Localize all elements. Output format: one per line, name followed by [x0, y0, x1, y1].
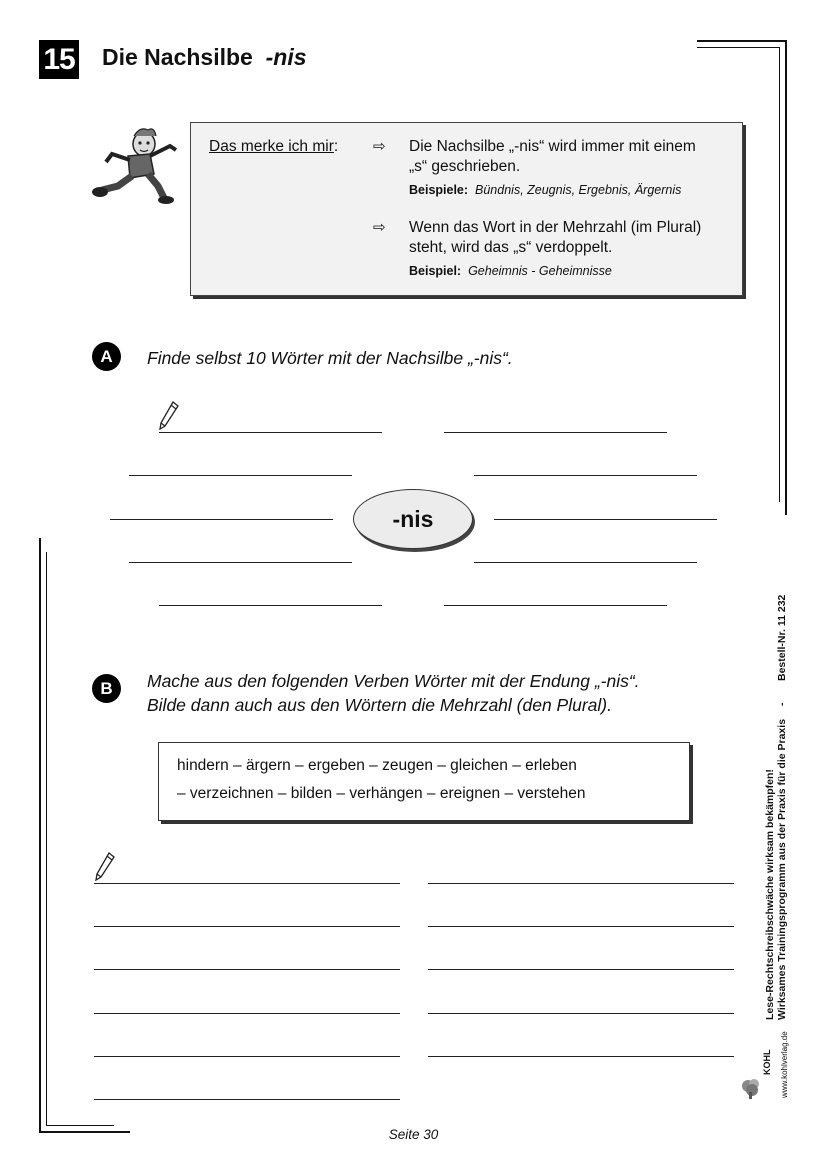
- frame-top-right-v1: [785, 40, 787, 515]
- rule-2-line-2: steht, wird das „s“ verdoppelt.: [409, 239, 613, 256]
- answer-line-b9[interactable]: [94, 1056, 400, 1057]
- answer-line-a7[interactable]: [129, 562, 352, 563]
- verb-list-line-2: – verzeichnen – bilden – verhängen – ereignen – verstehen: [177, 785, 586, 802]
- answer-line-b10[interactable]: [428, 1056, 734, 1057]
- rule-2-example-text: Geheimnis - Geheimnisse: [468, 264, 612, 278]
- frame-bottom-left-h2: [46, 1125, 114, 1126]
- answer-line-a6[interactable]: [494, 519, 717, 520]
- answer-line-a1[interactable]: [159, 432, 382, 433]
- task-a-badge: A: [92, 342, 121, 371]
- answer-line-a10[interactable]: [444, 605, 667, 606]
- rule-box-label: [209, 137, 338, 157]
- pencil-icon: [94, 851, 116, 883]
- frame-top-right-v2: [779, 47, 780, 502]
- answer-line-b2[interactable]: [428, 883, 734, 884]
- publisher-website: www.kohlverlag.de: [780, 1031, 789, 1098]
- answer-line-b11[interactable]: [94, 1099, 400, 1100]
- rule-1-line-1: Die Nachsilbe „-nis“ wird immer mit einem: [409, 138, 696, 155]
- arrow-right-icon: ⇨: [373, 219, 386, 236]
- center-word-oval: -nis: [353, 489, 473, 549]
- answer-line-a4[interactable]: [474, 475, 697, 476]
- side-separator: -: [776, 702, 788, 706]
- side-line-2: Wirksames Trainingsprogramm aus der Praxis für die Praxis: [776, 718, 788, 1020]
- frame-bottom-left-v1: [39, 538, 41, 1133]
- answer-line-b7[interactable]: [94, 1013, 400, 1014]
- task-b-instruction-1: Mache aus den folgenden Verben Wörter mit der Endung „-nis“.: [147, 671, 640, 691]
- lesson-number: 15: [39, 40, 79, 79]
- frame-top-right-h2: [697, 47, 780, 48]
- answer-line-b5[interactable]: [94, 969, 400, 970]
- page-title: [102, 44, 307, 71]
- answer-line-a3[interactable]: [129, 475, 352, 476]
- answer-line-b6[interactable]: [428, 969, 734, 970]
- answer-line-a9[interactable]: [159, 605, 382, 606]
- frame-top-right-h1: [697, 40, 787, 42]
- rule-label-colon: :: [333, 138, 339, 155]
- answer-line-a2[interactable]: [444, 432, 667, 433]
- title-italic: -nis: [265, 44, 307, 70]
- pencil-icon: [158, 400, 180, 432]
- boy-illustration: [88, 124, 184, 204]
- rule-1-example: [409, 183, 681, 197]
- answer-line-a8[interactable]: [474, 562, 697, 563]
- rule-2-line-1: Wenn das Wort in der Mehrzahl (im Plural): [409, 219, 702, 236]
- arrow-right-icon: ⇨: [373, 138, 386, 155]
- rule-2-example-label: Beispiel:: [409, 264, 462, 278]
- publisher-name: KOHL: [762, 1049, 772, 1075]
- verb-list-line-1: hindern – ärgern – ergeben – zeugen – gleichen – erleben: [177, 757, 577, 774]
- answer-line-b3[interactable]: [94, 926, 400, 927]
- answer-line-b1[interactable]: [94, 883, 400, 884]
- frame-bottom-left-v2: [46, 552, 47, 1126]
- publisher-logo: [740, 1076, 762, 1100]
- page-number: Seite 30: [388, 1127, 439, 1142]
- rule-1-example-text: Bündnis, Zeugnis, Ergebnis, Ärgernis: [475, 183, 682, 197]
- title-plain: Die Nachsilbe: [102, 44, 253, 70]
- rule-2-example: [409, 264, 612, 278]
- rule-1-line-2: „s“ geschrieben.: [409, 158, 521, 175]
- side-order-number: Bestell-Nr. 11 232: [776, 594, 788, 681]
- answer-line-b8[interactable]: [428, 1013, 734, 1014]
- task-a-instruction: Finde selbst 10 Wörter mit der Nachsilbe „-nis“.: [147, 348, 513, 368]
- verb-list-box: [158, 742, 690, 821]
- rule-1-example-label: Beispiele:: [409, 183, 469, 197]
- answer-line-a5[interactable]: [110, 519, 333, 520]
- task-b-instruction-2: Bilde dann auch aus den Wörtern die Mehrzahl (den Plural).: [147, 695, 612, 715]
- side-line-1: Lese-Rechtschreibschwäche wirksam bekämpfen!: [764, 769, 776, 1020]
- task-b-badge: B: [92, 674, 121, 703]
- answer-line-b4[interactable]: [428, 926, 734, 927]
- rule-label-text: Das merke ich mir: [209, 138, 334, 155]
